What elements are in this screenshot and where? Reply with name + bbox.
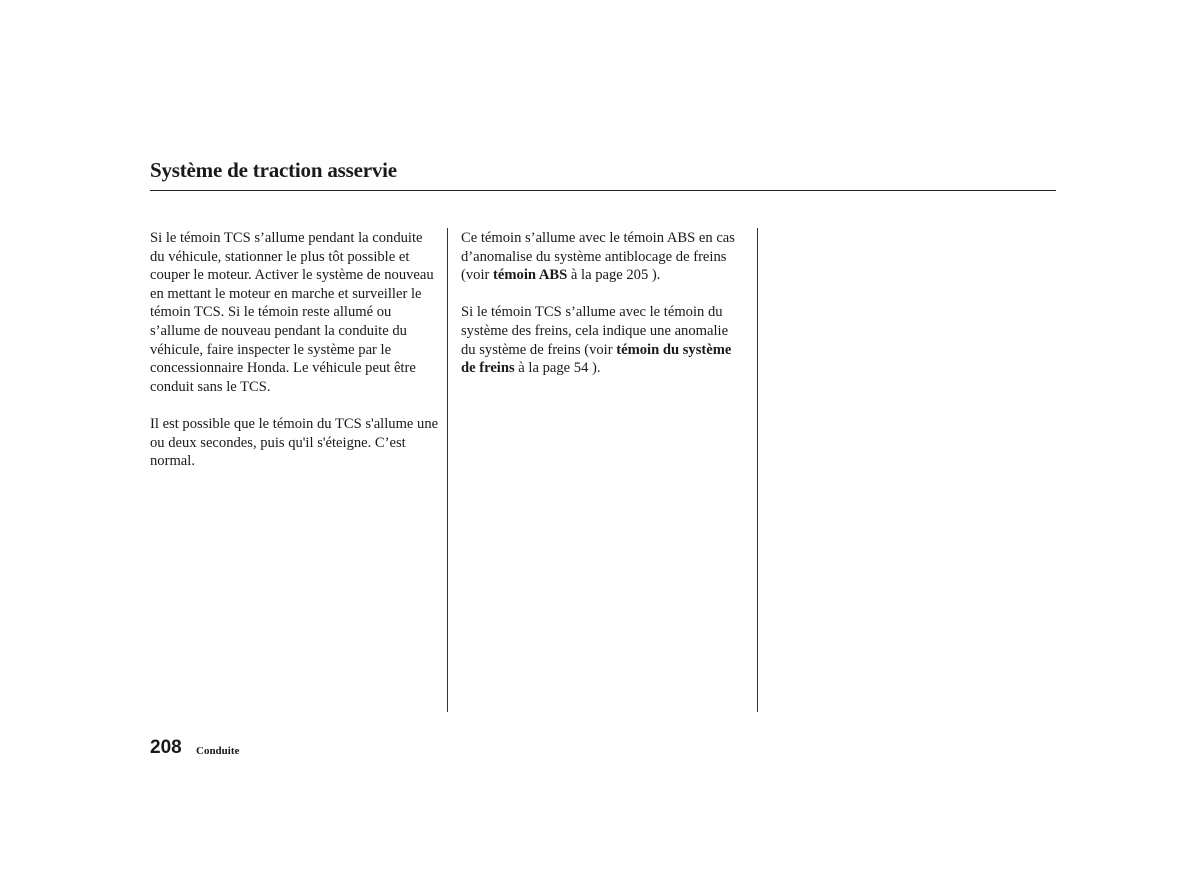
cross-reference-link[interactable]: témoin ABS bbox=[493, 267, 568, 284]
paragraph: Il est possible que le témoin du TCS s'allume une ou deux secondes, puis qu'il s'éteigne. C’est normal. bbox=[150, 415, 439, 470]
column-divider bbox=[447, 228, 448, 712]
page-title: Système de traction asservie bbox=[150, 158, 397, 182]
paragraph-text: à la page 205 ). bbox=[567, 267, 661, 284]
page-number: 208 bbox=[150, 737, 182, 758]
paragraph-text: Si le témoin TCS s’allume avec le témoin du système des freins, cela indique une anomalie du système de freins (voir bbox=[461, 304, 729, 358]
paragraph bbox=[461, 303, 746, 377]
section-name: Conduite bbox=[196, 745, 240, 757]
cross-reference-link[interactable]: témoin du système de freins bbox=[461, 341, 732, 377]
paragraph-text: Ce témoin s’allume avec le témoin ABS en cas d’anomalise du système antiblocage de freins (voir bbox=[461, 230, 735, 284]
title-rule bbox=[150, 190, 1056, 191]
paragraph bbox=[461, 229, 746, 285]
column-left bbox=[150, 229, 440, 489]
paragraph: Si le témoin TCS s’allume pendant la conduite du véhicule, stationner le plus tôt possible et couper le moteur. Activer le système de nouveau en mettant le moteur en marche et surveiller le témoin TCS. Si le témoin reste allumé ou s’allume de nouveau pendant la conduite du véhicule, faire inspecter le système par le concessionnaire Honda. Le véhicule peut être conduit sans le TCS. bbox=[150, 230, 434, 395]
column-middle bbox=[461, 229, 746, 396]
column-divider bbox=[757, 228, 758, 712]
paragraph-text: à la page 54 ). bbox=[514, 360, 601, 377]
